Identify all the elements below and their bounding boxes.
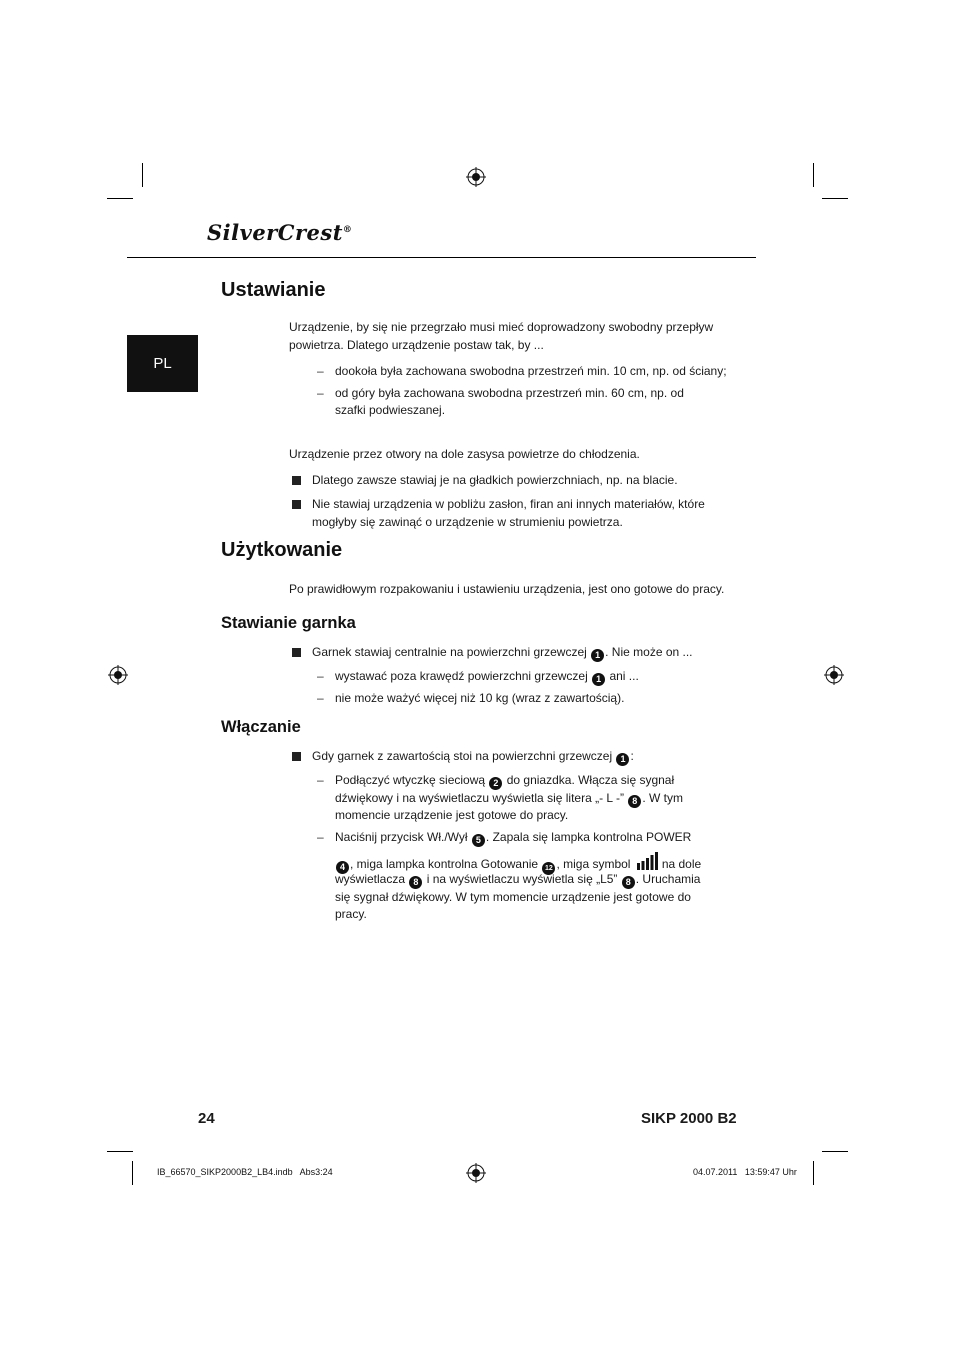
text: . Nie może on ... — [605, 645, 693, 659]
paragraph: powietrza. Dlatego urządzenie postaw tak, by ... — [289, 338, 544, 352]
crop-mark — [822, 1151, 848, 1152]
text: , miga lampka kontrolna Gotowanie — [350, 857, 542, 871]
ref-number-icon: 5 — [472, 834, 485, 847]
section-title-stawianie: Stawianie garnka — [221, 614, 356, 632]
dash-item — [335, 829, 691, 847]
bullet-square — [292, 752, 301, 761]
crop-mark — [132, 1161, 133, 1185]
text: i na wyświetlaczu wyświetla się „L5” — [423, 872, 621, 886]
text: : — [630, 749, 634, 763]
crop-mark — [813, 1161, 814, 1185]
dash-item — [335, 790, 683, 808]
dash-marker: – — [317, 386, 324, 400]
crop-mark — [142, 163, 143, 187]
text: ani ... — [606, 669, 639, 683]
bullet-item — [312, 644, 693, 662]
ref-number-icon: 8 — [628, 795, 641, 808]
registration-mark-icon — [466, 167, 486, 187]
text: wyświetlacza — [335, 872, 409, 886]
dash-item: momencie urządzenie jest gotowe do pracy. — [335, 808, 569, 822]
dash-item: pracy. — [335, 907, 367, 921]
dash-marker: – — [317, 669, 324, 683]
dash-item: szafki podwieszanej. — [335, 403, 446, 417]
dash-marker: – — [317, 773, 324, 787]
paragraph: Urządzenie, by się nie przegrzało musi mieć doprowadzony swobodny przepływ — [289, 320, 714, 334]
text: . W tym — [642, 791, 683, 805]
bullet-item — [312, 748, 634, 766]
bullet-square — [292, 476, 301, 485]
text: dźwiękowy i na wyświetlaczu wyświetla się litera „- L -” — [335, 791, 628, 805]
ref-number-icon: 1 — [592, 673, 605, 686]
crop-mark — [107, 1151, 133, 1152]
bullet-item: Nie stawiaj urządzenia w pobliżu zasłon, firan ani innych materiałów, które — [312, 497, 705, 511]
registration-mark-icon — [824, 665, 844, 685]
brand-logo-text: SilverCrest — [207, 220, 343, 245]
text: . Zapala się lampka kontrolna POWER — [485, 830, 692, 844]
text: do gniazdka. Włącza się sygnał — [503, 773, 675, 787]
crop-mark — [822, 198, 848, 199]
registration-mark-icon — [108, 665, 128, 685]
ref-number-icon: 8 — [409, 876, 422, 889]
bullet-square — [292, 500, 301, 509]
dash-marker: – — [317, 830, 324, 844]
text: Podłączyć wtyczkę sieciową — [335, 773, 489, 787]
dash-item: od góry była zachowana swobodna przestrzeń min. 60 cm, np. od — [335, 386, 684, 400]
section-title-wlaczanie: Włączanie — [221, 718, 301, 736]
registration-mark-icon — [466, 1163, 486, 1183]
text: Garnek stawiaj centralnie na powierzchni grzewczej — [312, 645, 591, 659]
power-level-bars-icon — [637, 852, 659, 870]
registered-mark: ® — [342, 225, 353, 235]
dash-marker: – — [317, 691, 324, 705]
crop-mark — [107, 198, 133, 199]
text: , miga symbol — [556, 857, 631, 871]
paragraph: Urządzenie przez otwory na dole zasysa powietrze do chłodzenia. — [289, 447, 640, 461]
dash-item — [335, 871, 700, 889]
text: na dole — [661, 857, 702, 871]
dash-item: nie może ważyć więcej niż 10 kg (wraz z zawartością). — [335, 691, 625, 705]
bullet-item: mogłyby się zawinąć o urządzenie w strumieniu powietrza. — [312, 515, 623, 529]
section-title-uzytkowanie: Użytkowanie — [221, 539, 343, 561]
crop-mark — [813, 163, 814, 187]
ref-number-icon: 1 — [591, 649, 604, 662]
text: wystawać poza krawędź powierzchni grzewczej — [335, 669, 592, 683]
dash-item: się sygnał dźwiękowy. W tym momencie urządzenie jest gotowe do — [335, 890, 691, 904]
paragraph: Po prawidłowym rozpakowaniu i ustawieniu urządzenia, jest ono gotowe do pracy. — [289, 582, 725, 596]
language-tab — [127, 335, 198, 392]
text: . Uruchamia — [635, 872, 701, 886]
text: Naciśnij przycisk Wł./Wył — [335, 830, 471, 844]
file-info: IB_66570_SIKP2000B2_LB4.indb Abs3:24 — [157, 1167, 333, 1177]
bullet-square — [292, 648, 301, 657]
section-title-ustawianie: Ustawianie — [221, 279, 326, 301]
brand-logo — [207, 220, 352, 245]
header-rule — [127, 257, 756, 258]
ref-number-icon: 8 — [622, 876, 635, 889]
ref-number-icon: 2 — [489, 777, 502, 790]
dash-marker: – — [317, 364, 324, 378]
language-tab-label: PL — [153, 355, 172, 372]
text: Gdy garnek z zawartością stoi na powierzchni grzewczej — [312, 749, 616, 763]
bullet-item: Dlatego zawsze stawiaj je na gładkich powierzchniach, np. na blacie. — [312, 473, 678, 487]
ref-number-icon: 12 — [542, 862, 555, 875]
ref-number-icon: 4 — [336, 861, 349, 874]
model-name: SIKP 2000 B2 — [641, 1110, 737, 1127]
page-number: 24 — [198, 1110, 215, 1127]
dash-item — [335, 668, 639, 686]
print-timestamp: 04.07.2011 13:59:47 Uhr — [693, 1167, 797, 1177]
ref-number-icon: 1 — [616, 753, 629, 766]
dash-item: dookoła była zachowana swobodna przestrzeń min. 10 cm, np. od ściany; — [335, 364, 727, 378]
dash-item — [335, 772, 674, 790]
